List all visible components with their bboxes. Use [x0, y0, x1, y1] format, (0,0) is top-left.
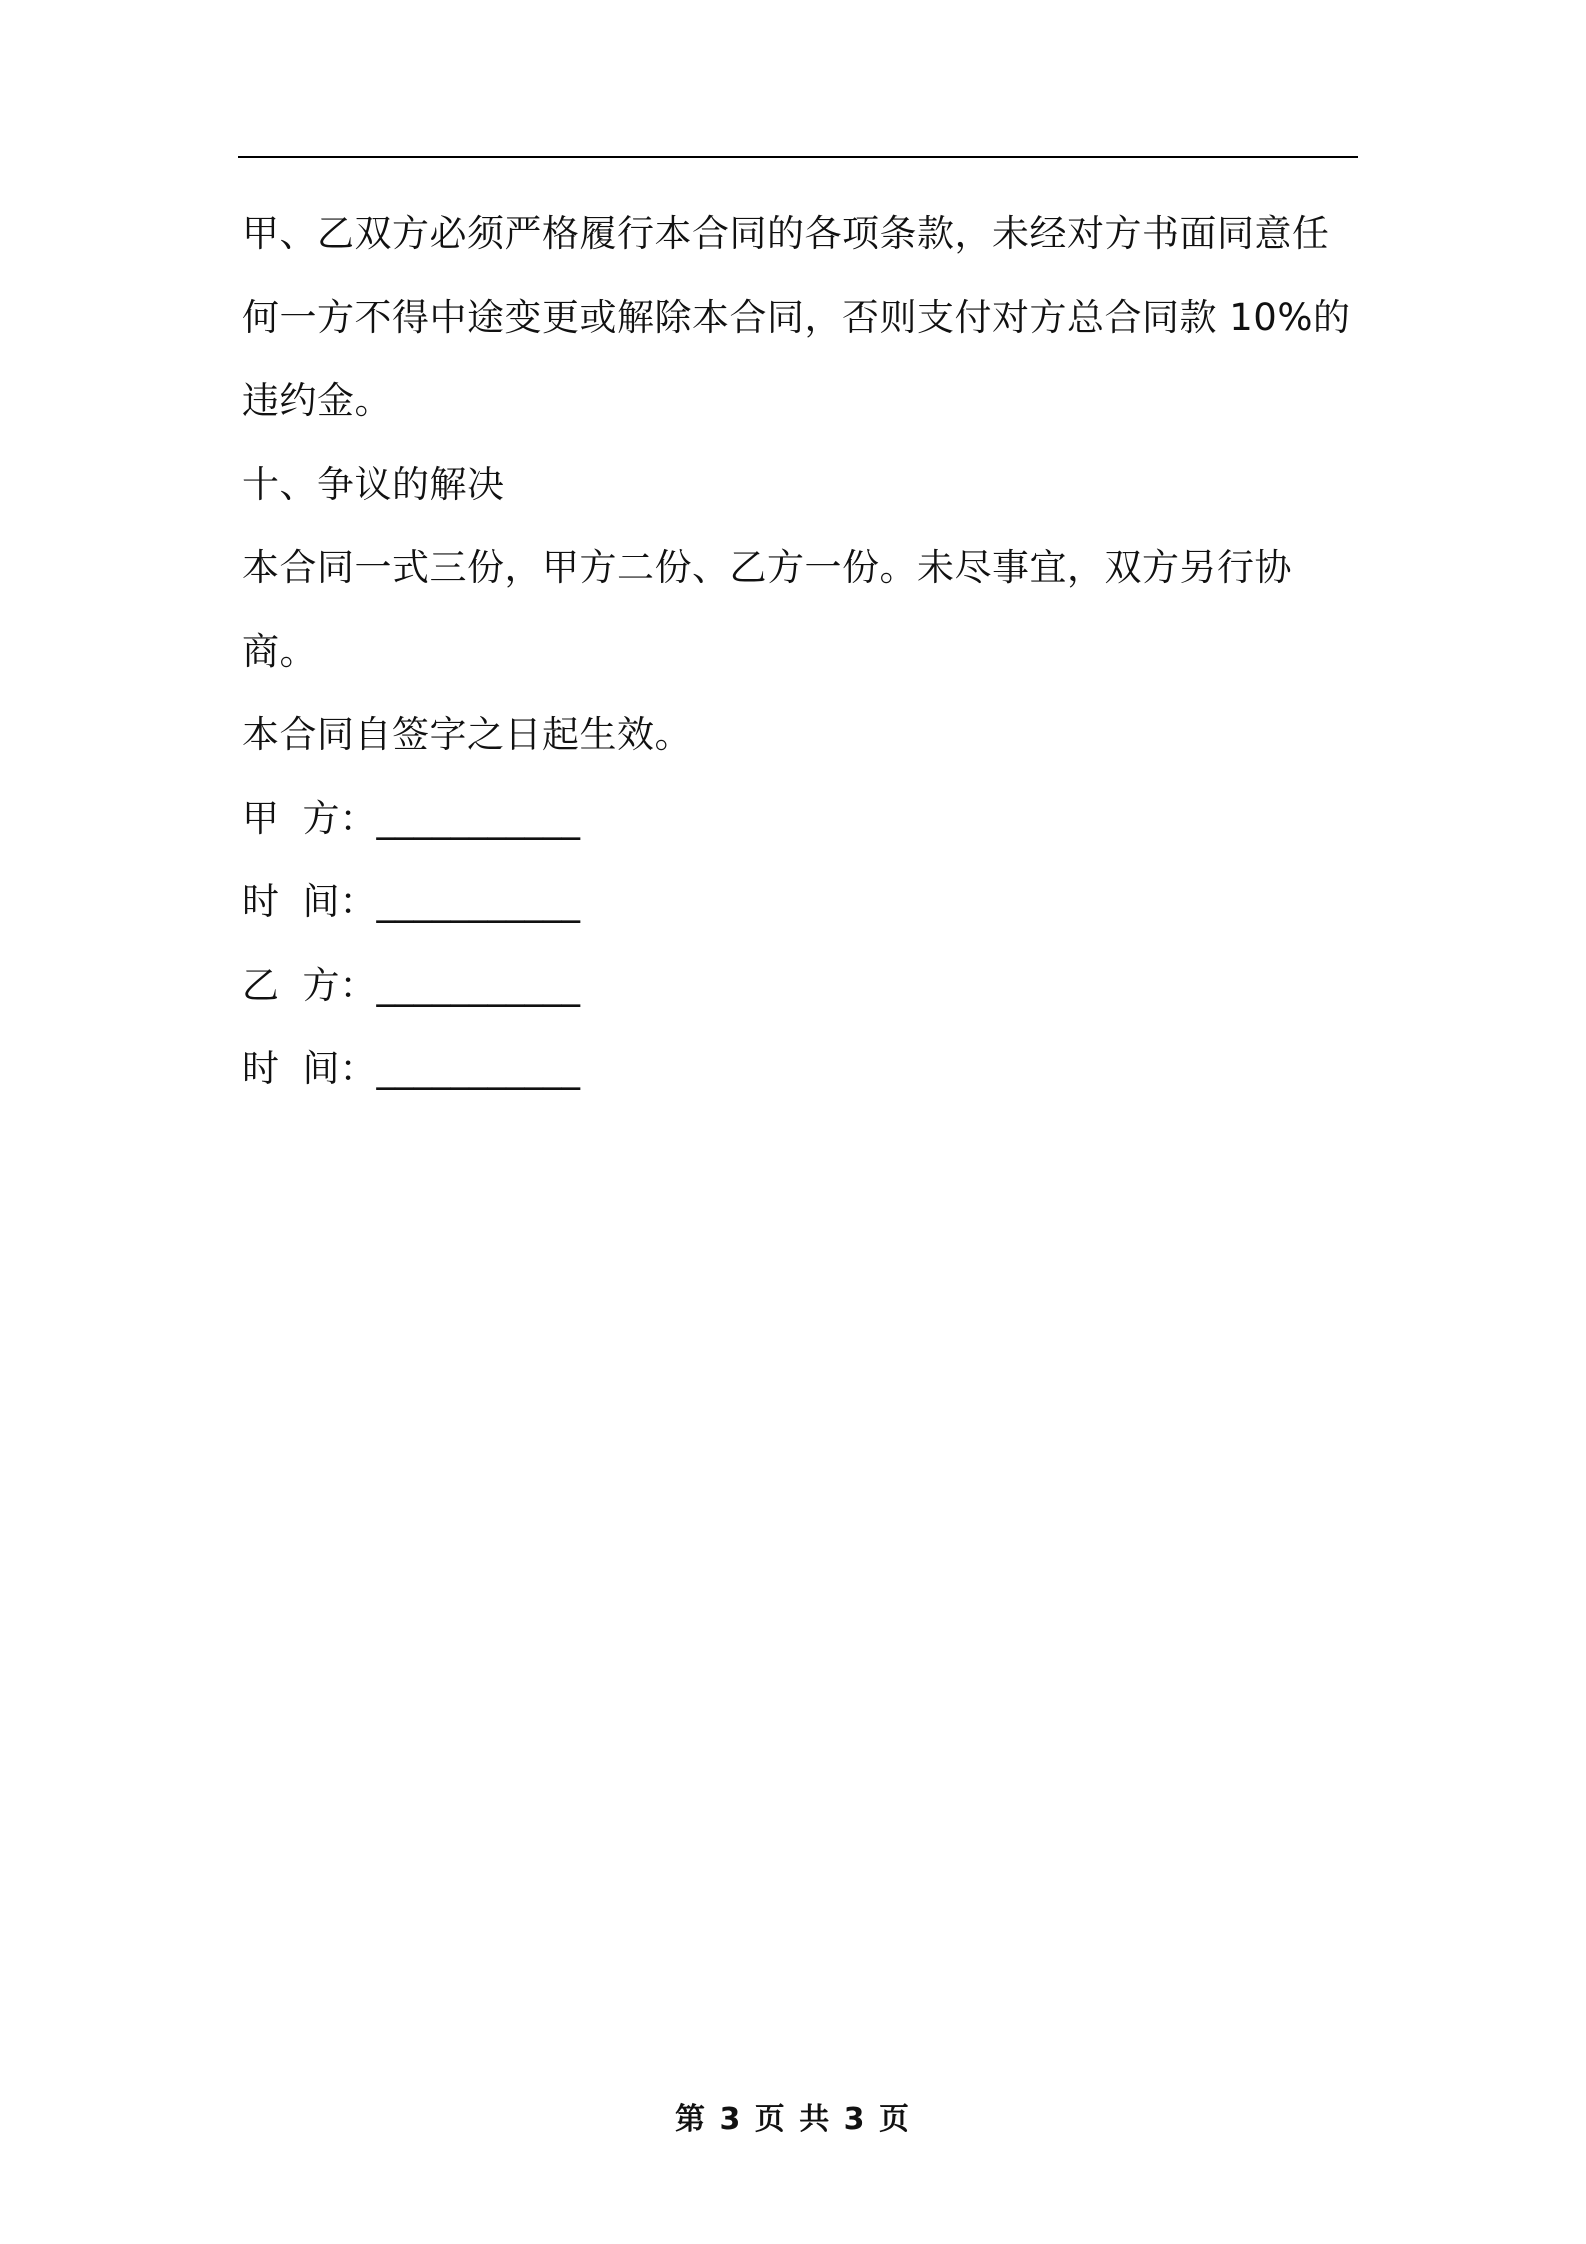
party-a-date-line: 时 间：___________ — [242, 880, 581, 923]
page-number: 第 3 页 共 3 页 — [675, 2102, 911, 2137]
party-b-date-line: 时 间：___________ — [242, 1047, 581, 1090]
party-a-signature-line: 甲 方：___________ — [242, 796, 581, 840]
clause-paragraph: 本合同自签字之日起生效。 — [242, 713, 692, 756]
header-divider — [238, 156, 1358, 158]
section-heading: 十、争议的解决 — [242, 462, 505, 506]
clause-paragraph: 甲、乙双方必须严格履行本合同的各项条款，未经对方书面同意任何一方不得中途变更或解除本合同，否则支付对方总合同款 10%的违约金。 — [242, 212, 1351, 422]
clause-paragraph: 本合同一式三份，甲方二份、乙方一份。未尽事宜，双方另行协商。 — [242, 546, 1292, 673]
document-body — [242, 192, 1364, 1111]
party-b-signature-line: 乙 方：___________ — [242, 963, 581, 1007]
